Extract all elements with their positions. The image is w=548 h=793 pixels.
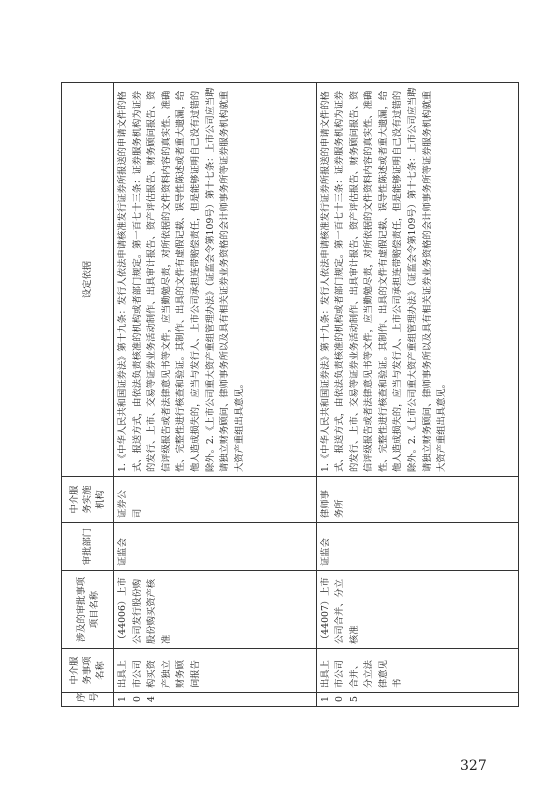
row-dept: 证监会 <box>114 523 317 571</box>
row-item: （44006）上市公司发行股份购股份购买资产核准 <box>114 571 317 649</box>
row-basis: 1.《中华人民共和国证券法》第十九条：发行人依法申请核准发行证券所报送的申请文件的格式、报送方式，由依法负责核准的机构或者部门规定。第一百七十三条：证券服务机构为证券的发行、上市、交易等证券业务活动制作、出具审计报告、资产评估报告、财务顾问报告、资信评级报告或者法律意见书等文件，应当勤勉尽责，对所依据的文件资料内容的真实性、准确性、完整性进行核查和验证。其制作、出具的文件有虚假记载、误导性陈述或者重大遗漏，给他人造成损失的，应当与发行人、上市公司承担连带赔偿责任，但是能够证明自己没有过错的除外。2.《上市公司重大资产重组管理办法》（证监会令第109号）第十七条：上市公司应当聘请独立财务顾问、律师事务所以及具有相关证券业务资格的会计师事务所等证券服务机构就重大资产重组出具意见。 <box>114 83 317 477</box>
page-number: 327 <box>460 758 487 774</box>
table-row <box>114 83 317 707</box>
row-agency: 证券公司 <box>114 477 317 523</box>
header-service: 中介服务事项名称 <box>62 649 114 693</box>
header-no: 序号 <box>62 693 114 707</box>
header-dept: 审批部门 <box>62 523 114 571</box>
row-item: （44007）上市公司合并、分立核准 <box>316 571 519 649</box>
row-service: 出具上市公司合并、分立法律意见书 <box>316 649 519 693</box>
header-agency: 中介服务实施机构 <box>62 477 114 523</box>
header-item: 涉及的审批事项项目名称 <box>62 571 114 649</box>
rotated-table-page <box>61 82 519 707</box>
row-agency: 律师事务所 <box>316 477 519 523</box>
table-header-row <box>62 83 114 707</box>
row-service: 出具上市公司构买资产独立财务顾问报告 <box>114 649 317 693</box>
approval-table <box>61 82 519 707</box>
row-no: 104 <box>114 693 317 707</box>
row-dept: 证监会 <box>316 523 519 571</box>
header-basis: 设定依据 <box>62 83 114 477</box>
table-row <box>316 83 519 707</box>
row-basis: 1.《中华人民共和国证券法》第十九条：发行人依法申请核准发行证券所报送的申请文件的格式、报送方式，由依法负责核准的机构或者部门规定。第一百七十三条：证券服务机构为证券的发行、上市、交易等证券业务活动制作、出具审计报告、资产评估报告、财务顾问报告、资信评级报告或者法律意见书等文件，应当勤勉尽责，对所依据的文件资料内容的真实性、准确性、完整性进行核查和验证。其制作、出具的文件有虚假记载、误导性陈述或者重大遗漏，给他人造成损失的，应当与发行人、上市公司承担连带赔偿责任，但是能够证明自己没有过错的除外。2.《上市公司重大资产重组管理办法》（证监会令第109号）第十七条：上市公司应当聘请独立财务顾问、律师事务所以及具有相关证券业务资格的会计师事务所等证券服务机构就重大资产重组出具意见。 <box>316 83 519 477</box>
row-no: 105 <box>316 693 519 707</box>
